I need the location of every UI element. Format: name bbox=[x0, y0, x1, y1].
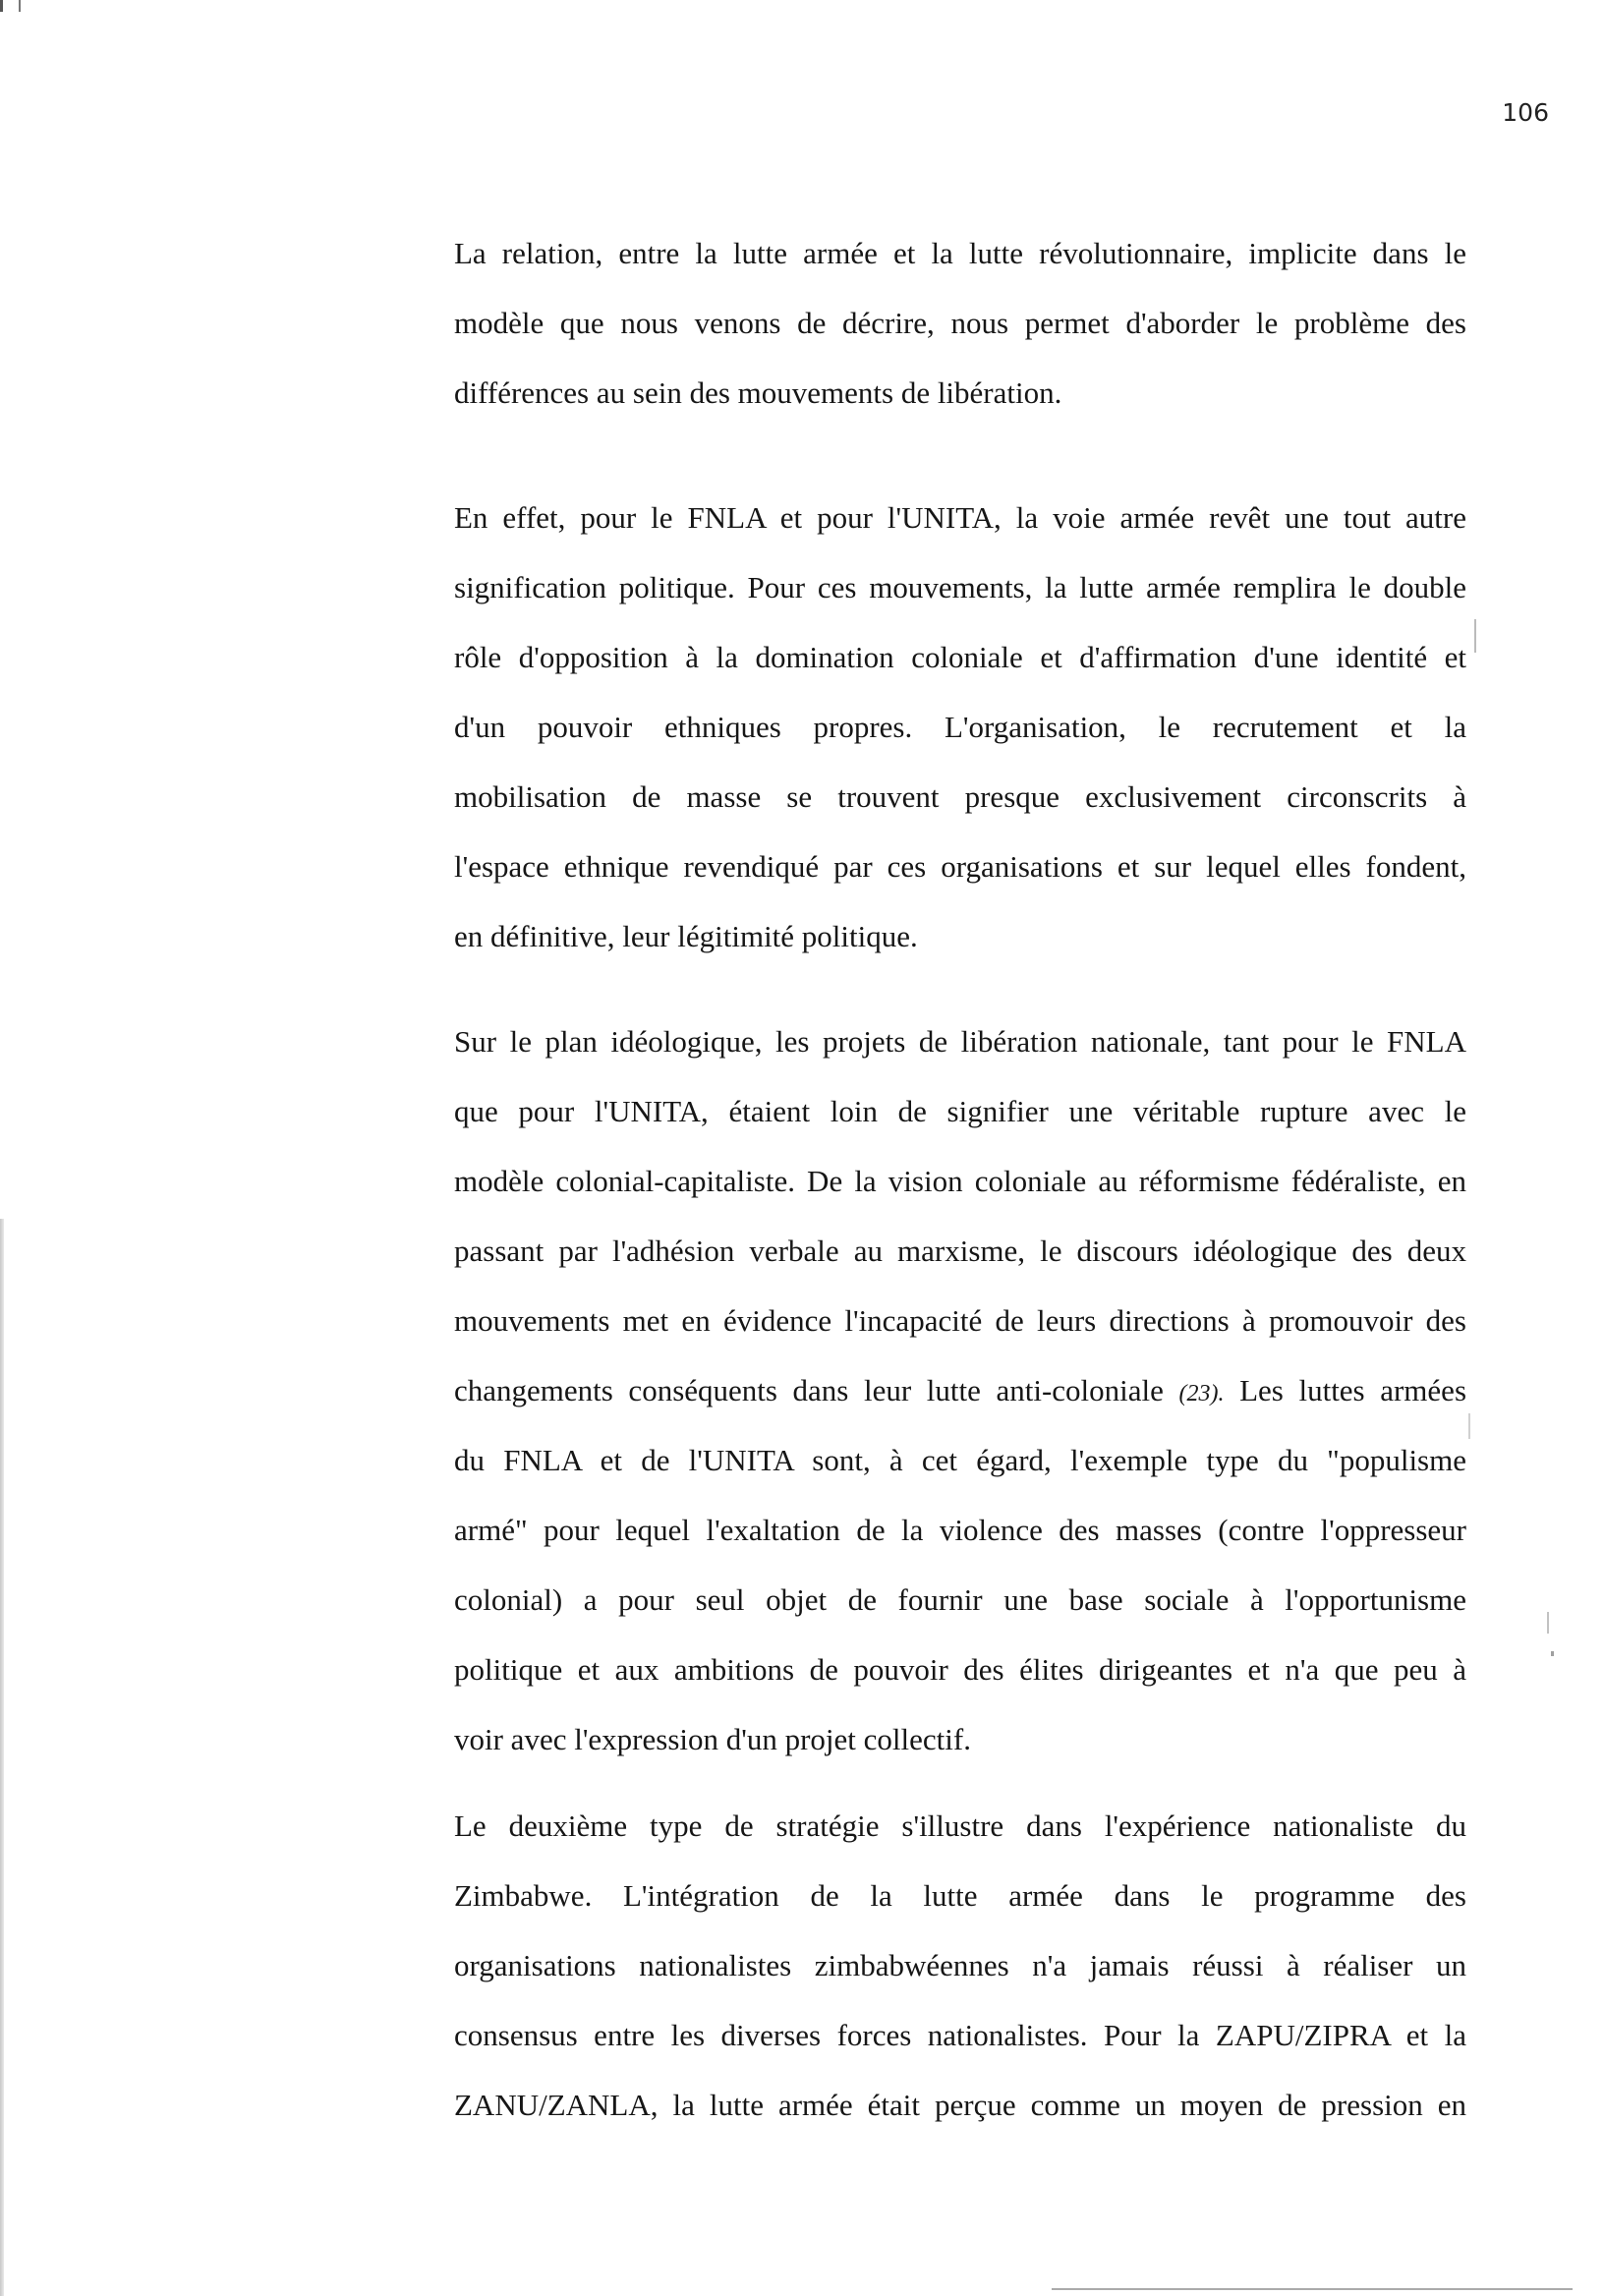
scan-bottom-rule bbox=[1052, 2288, 1573, 2290]
text-line: rôle d'opposition à la domination coloniale et d'affirmation d'une identité et bbox=[454, 640, 1466, 674]
page-number: 106 bbox=[1502, 98, 1549, 127]
scan-speck bbox=[1547, 1612, 1549, 1634]
text-line-with-reference bbox=[454, 1355, 1466, 1425]
text-line: Le deuxième type de stratégie s'illustre dans l'expérience nationaliste du bbox=[454, 1808, 1466, 1843]
text-line: mobilisation de masse se trouvent presque exclusivement circonscrits à bbox=[454, 779, 1466, 814]
text-line: armé" pour lequel l'exaltation de la violence des masses (contre l'oppresseur bbox=[454, 1513, 1466, 1547]
text-line: passant par l'adhésion verbale au marxisme, le discours idéologique des deux bbox=[454, 1234, 1466, 1268]
text-line: que pour l'UNITA, étaient loin de signifier une véritable rupture avec le bbox=[454, 1094, 1466, 1128]
scan-speck bbox=[1551, 1651, 1554, 1656]
text-line: Zimbabwe. L'intégration de la lutte armée dans le programme des bbox=[454, 1878, 1466, 1913]
text-line: colonial) a pour seul objet de fournir une base sociale à l'opportunisme bbox=[454, 1582, 1466, 1617]
text-fragment: changements conséquents dans leur lutte anti-coloniale bbox=[454, 1373, 1179, 1407]
text-line: l'espace ethnique revendiqué par ces organisations et sur lequel elles fondent, bbox=[454, 849, 1466, 884]
scan-binding-edge bbox=[0, 1219, 4, 2296]
text-line: signification politique. Pour ces mouvements, la lutte armée remplira le double bbox=[454, 570, 1466, 604]
text-line: modèle que nous venons de décrire, nous permet d'aborder le problème des bbox=[454, 306, 1466, 340]
text-line: différences au sein des mouvements de libération. bbox=[454, 375, 1062, 410]
text-line: En effet, pour le FNLA et pour l'UNITA, la voie armée revêt une tout autre bbox=[454, 500, 1466, 535]
text-line: ZANU/ZANLA, la lutte armée était perçue comme un moyen de pression en bbox=[454, 2088, 1466, 2122]
text-line: d'un pouvoir ethniques propres. L'organisation, le recrutement et la bbox=[454, 710, 1466, 744]
text-line: mouvements met en évidence l'incapacité de leurs directions à promouvoir des bbox=[454, 1303, 1466, 1338]
text-line: consensus entre les diverses forces nationalistes. Pour la ZAPU/ZIPRA et la bbox=[454, 2018, 1466, 2052]
scan-artifact-mark bbox=[0, 0, 21, 12]
text-line: voir avec l'expression d'un projet collectif. bbox=[454, 1722, 971, 1756]
text-line: en définitive, leur légitimité politique. bbox=[454, 919, 918, 953]
text-line: du FNLA et de l'UNITA sont, à cet égard, l'exemple type du "populisme bbox=[454, 1443, 1466, 1477]
paragraph-3 bbox=[454, 1006, 1466, 1774]
text-line: La relation, entre la lutte armée et la lutte révolutionnaire, implicite dans le bbox=[454, 236, 1466, 270]
text-line: organisations nationalistes zimbabwéennes n'a jamais réussi à réaliser un bbox=[454, 1948, 1466, 1982]
text-line: politique et aux ambitions de pouvoir des élites dirigeantes et n'a que peu à bbox=[454, 1652, 1466, 1687]
text-line: modèle colonial-capitaliste. De la vision coloniale au réformisme fédéraliste, en bbox=[454, 1164, 1466, 1198]
scan-speck bbox=[1474, 619, 1476, 653]
paragraph-4 bbox=[454, 1791, 1466, 2140]
paragraph-1 bbox=[454, 218, 1466, 428]
text-fragment: Les luttes armées bbox=[1224, 1373, 1467, 1407]
paragraph-2 bbox=[454, 483, 1466, 971]
text-line: Sur le plan idéologique, les projets de libération nationale, tant pour le FNLA bbox=[454, 1024, 1466, 1059]
scan-speck bbox=[1468, 1413, 1470, 1439]
footnote-reference[interactable]: (23). bbox=[1178, 1381, 1225, 1406]
